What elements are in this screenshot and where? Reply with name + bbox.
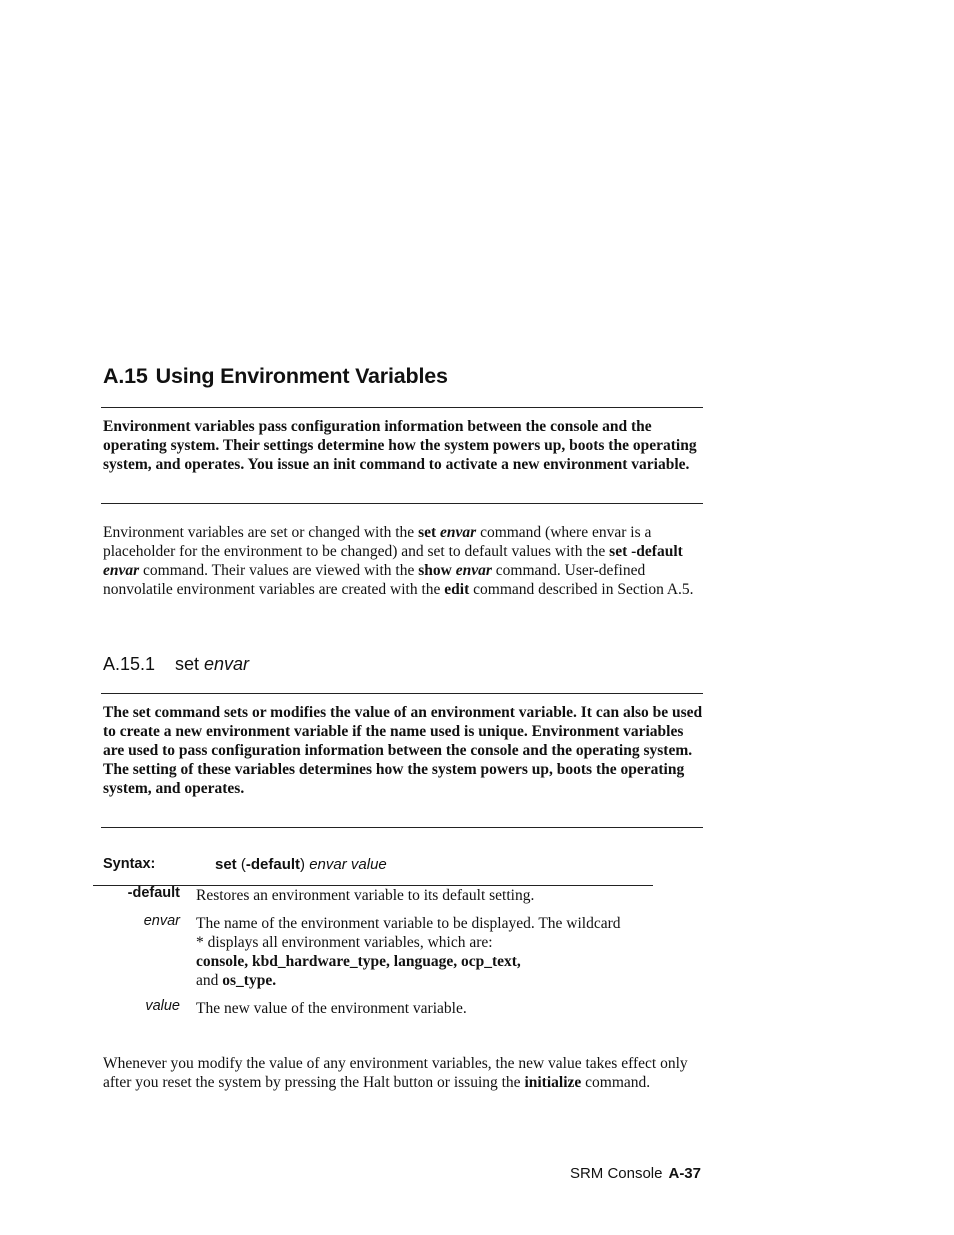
body-text: command. User-defined nonvolatile environment variables are created with the <box>103 562 646 598</box>
param-desc-envar <box>196 914 626 990</box>
subsection-summary-bottom-rule <box>101 827 703 828</box>
body-bold: show <box>418 562 456 579</box>
subsection-number: A.15.1 <box>103 654 156 674</box>
subsection-command: set <box>175 654 205 674</box>
page-number: A-37 <box>668 1165 701 1182</box>
page-footer <box>570 1165 701 1182</box>
syntax-label: Syntax: <box>103 856 156 872</box>
param-desc-envar-and: and <box>196 972 223 989</box>
closing-text: command. <box>581 1074 651 1091</box>
param-desc-envar-last: os_type. <box>222 972 277 989</box>
body-text: command. Their values are viewed with the <box>139 562 419 579</box>
closing-bold: initialize <box>524 1074 582 1091</box>
body-text: Environment variables are set or changed with the <box>103 524 419 541</box>
section-number: A.15 <box>103 364 148 388</box>
subsection-heading <box>103 654 249 675</box>
body-bold-italic: envar <box>103 562 140 579</box>
subsection-summary: The set command sets or modifies the value of an environment variable. It can also be used to create a new environment variable if the name used is unique. Environment variables are used to pass configuration information between the console and the operating system. The setting of these variables determines how the system powers up, boots the operating system, and operates. <box>103 704 703 797</box>
body-text: command described in Section A.5. <box>469 581 694 598</box>
footer-title: SRM Console <box>569 1165 663 1182</box>
syntax-option: -default <box>245 856 301 873</box>
section-title: Using Environment Variables <box>155 364 448 388</box>
section-summary: Environment variables pass configuration information between the console and the operating system. Their settings determine how the system powers up, boots the operating system, and operates. You issue an init command to activate a new environment variable. <box>103 418 697 473</box>
param-desc-envar-list: console, kbd_hardware_type, language, ocp_text, <box>196 953 521 970</box>
param-term-value: value <box>145 998 180 1014</box>
syntax-command: set <box>215 856 237 873</box>
body-bold: edit <box>444 581 470 598</box>
summary-bottom-rule <box>101 503 703 504</box>
param-term-envar: envar <box>143 913 180 929</box>
body-bold-italic: envar <box>455 562 492 579</box>
param-desc-envar-text: The name of the environment variable to be displayed. The wildcard * displays all environment variables, which are: <box>196 915 621 951</box>
section-heading <box>103 364 448 389</box>
syntax-value <box>215 856 387 873</box>
subsection-argument: envar <box>204 654 250 674</box>
closing-text: Whenever you modify the value of any environment variables, the new value takes effect only after you reset the system by pressing the Halt button or issuing the <box>103 1055 688 1091</box>
section-body-paragraph <box>103 523 703 599</box>
subsection-summary-top-rule <box>101 693 703 694</box>
param-desc-default: Restores an environment variable to its default setting. <box>196 887 535 904</box>
body-bold-italic: envar <box>440 524 477 541</box>
syntax-paren-close: ) <box>300 856 310 873</box>
summary-top-rule <box>101 407 703 408</box>
body-bold: set -default <box>609 543 683 560</box>
closing-paragraph <box>103 1054 703 1092</box>
param-term-default: -default <box>127 885 180 901</box>
syntax-arguments: envar value <box>309 856 387 873</box>
body-bold: set <box>418 524 441 541</box>
param-desc-value: The new value of the environment variable. <box>196 1000 467 1017</box>
body-text: command (where envar is a placeholder for the environment to be changed) and set to default values with the <box>103 524 652 560</box>
syntax-paren-open: ( <box>236 856 246 873</box>
